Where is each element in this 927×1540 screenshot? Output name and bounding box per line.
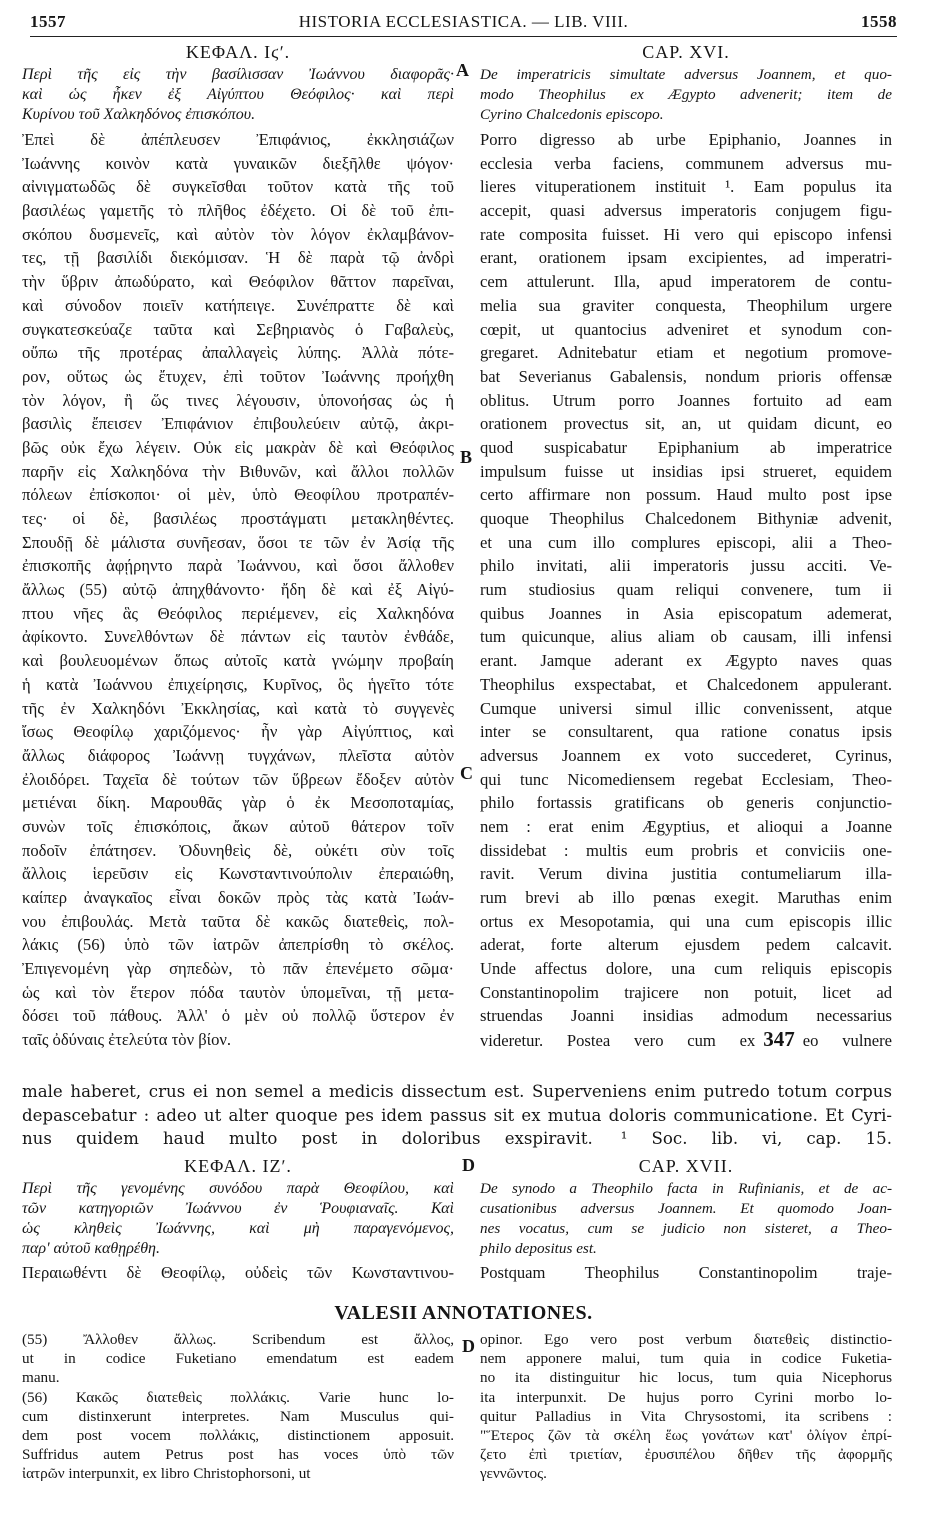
latin-text-line: nem : erat enim Ægyptius, et alioqui a Joanne <box>480 816 892 836</box>
annotation-line: manu. <box>22 1369 60 1387</box>
greek17-title-line: τῶν κατηγοριῶν Ἰωάννου ἐν Ῥουφιαναῖς. Καὶ <box>22 1200 454 1217</box>
greek-text-line: συνὼν τοῖς ἐπισκόποις, ἄκων αὐτοῦ θάτερον τοῖν <box>22 816 454 836</box>
latin-text-line: erant, orationem ipsam excipientes, ad imperatri- <box>480 248 892 268</box>
latin-text-line: quod suspicabatur Epiphanium ab imperatrice <box>480 437 892 457</box>
latin-text-line: accepit, quasi adversus imperatoris conjugem figu- <box>480 201 892 221</box>
latin-text-fragment: videretur. Postea vero cum ex <box>480 1031 756 1051</box>
section-marker-a: A <box>456 60 469 80</box>
annotation-line: (56) Κακῶς διατεθεὶς πολλάκις. Varie hunc lo- <box>22 1388 454 1406</box>
latin-text-last-line <box>480 1028 892 1052</box>
latin-column-ch17 <box>480 1156 892 1285</box>
latin-text-line: cœpit, ut quantocius adveniret et synodum con- <box>480 319 892 339</box>
greek-column-ch16 <box>22 42 454 1052</box>
greek-text-line: ἐπισκοπῆς ἀφῄρηντο παρὰ Ἰωάννου, καὶ ὅσοι ἄλλοθεν <box>22 556 454 576</box>
greek-text-line: οὔπω τῆς προτέρας ἀπαλλαγεὶς λύπης. Ἀλλὰ πότε- <box>22 343 454 363</box>
greek-text-line: ἀφίκοντο. Συνελθόντων δὲ πάντων εἰς ταυτὸν ἐνθάδε, <box>22 627 454 647</box>
latin-text-line: tum quicunque, alius aliam ob causam, illi infensi <box>480 627 892 647</box>
latin-chapter17-title <box>480 1180 892 1257</box>
annotations-left-column <box>22 1330 454 1484</box>
annotations-heading: VALESII ANNOTATIONES. <box>334 1302 593 1324</box>
annotation-line: ἰατρῶν interpunxit, ex libro Christophorsoni, ut <box>22 1465 311 1483</box>
greek-text-line: συγκατεσκεύαζε ταῦτα καὶ Σεβηριανὸς ὁ Γαβαλεὺς, <box>22 319 454 339</box>
latin-text-line: dissidebat : multis eum probris et conviciis one- <box>480 840 892 860</box>
greek-text-line: τὴν ὕβριν ἀπωδύρατο, καὶ Θεόφιλον θᾶττον παρεῖναι, <box>22 272 454 292</box>
annotation-line: dem post vocem πολλάκις, distinctionem apposuit. <box>22 1426 454 1444</box>
greek-title-line: Περὶ τῆς εἰς τὴν βασίλισσαν Ἰωάννου διαφορᾶς· <box>22 66 454 83</box>
latin-text-line: Constantinopolim trajicere non potuit, licet ad <box>480 982 892 1002</box>
spanning-line: depascebatur : adeo ut alter quoque pes idem passus sit ex mutua doloris communicatione. Et Cyri- <box>22 1105 892 1125</box>
greek-text-line: βασιλὶς ἔπεισεν Ἐπιφάνιον ἐπιβουλεύειν αὐτῷ, ἀκρι- <box>22 414 454 434</box>
greek-text-line: καὶ σύνοδον ποιεῖν κατήπειγε. Συνέπραττε δὲ καὶ <box>22 295 454 315</box>
latin17-title-line: cusationibus adversus Joannem. Et quomodo Joan- <box>480 1200 892 1217</box>
latin-text-line: philo invitati, alii imperatoris jussu acciti. Ve- <box>480 556 892 576</box>
section-marker-d: D <box>462 1155 475 1175</box>
latin-title-line: modo Theophilus ex Ægypto advenerit; item de <box>480 86 892 103</box>
latin-text-line: gregaret. Adnitebatur etiam et negotium promove- <box>480 343 892 363</box>
latin-text-line: Unde affectus dolore, una cum reliquis episcopis <box>480 959 892 979</box>
greek-text-line: μετιέναι δίκη. Μαρουθᾶς γὰρ ὁ ἐκ Μεσοποταμίας, <box>22 793 454 813</box>
greek-text-line: πόλεων ἐπίσκοποι· οἱ μὲν, ὑπὸ Θεοφίλου προτραπέν- <box>22 485 454 505</box>
greek-text-line: ταῖς ὀδύναις ἐτελεύτα τὸν βίον. <box>22 1030 232 1050</box>
latin-title-line: Cyrino Chalcedonis episcopo. <box>480 106 664 123</box>
latin-text-line: Cumque universi simul illic convenissent, atque <box>480 698 892 718</box>
annotation-line: opinor. Ego vero post verbum διατεθεὶς distinctio- <box>480 1331 892 1348</box>
greek-text-line: ἴσως Θεοφίλῳ χαριζόμενος· ἦν γὰρ Αἰγύπτιος, καὶ <box>22 722 454 742</box>
latin-text-line: rum studiosius quam reliqui convenere, tum ii <box>480 580 892 600</box>
latin17-title-line: nes vocatus, cum se judicio non sisteret, a Theo- <box>480 1220 892 1237</box>
left-page-number: 1557 <box>30 12 66 31</box>
latin-text-line: rate composita fuisset. Hi vero qui episcopo infensi <box>480 224 892 244</box>
latin-text-body <box>480 128 892 1052</box>
greek-chapter-heading: ΚΕΦΑΛ. Ιϛʹ. <box>185 42 291 62</box>
greek-text-line: ἡ κατὰ Ἰωάννου ἐπιχείρησις, Κυρῖνος, ὃς ἡγεῖτο τότε <box>22 674 454 694</box>
greek17-title-line: ὡς κληθεὶς Ἰωάννης, καὶ μὴ παραγενόμενος, <box>22 1220 454 1237</box>
latin-text-line: adversus Joannem ex voto succederet, Cyrinus, <box>480 745 892 765</box>
greek-title-line: καὶ ὡς ἦκεν ἐξ Αἰγύπτου Θεόφιλος· καὶ περὶ <box>22 86 454 103</box>
greek17-title-line: Περὶ τῆς γενομένης συνόδου παρὰ Θεοφίλου, καὶ <box>22 1180 454 1197</box>
running-head <box>30 8 897 37</box>
spanning-line: male haberet, crus ei non semel a medicis dissectum est. Superveniens enim putredo totum corpus <box>22 1082 892 1101</box>
latin-text-line: struendas Joanni insidias admodum necessarius <box>480 1006 892 1026</box>
greek-text-line: πτου νῆες ἃς Θεόφιλος περιέμενεν, εἰς Χαλκηδόνα <box>22 603 454 623</box>
latin-text-line: Porro digresso ab urbe Epiphanio, Joannes in <box>480 130 892 149</box>
greek-text-line: ἐλοιδόρει. Ταχεῖα δὲ τούτων τῶν ὕβρεων ἔδοξεν αὐτὸν <box>22 769 454 789</box>
section-marker-d-notes: D <box>462 1336 475 1356</box>
annotation-line: ζετο ἐπὶ τριετίαν, ἐρυσιπέλου δῆθεν τῆς ἀφορμῆς <box>480 1446 892 1464</box>
greek-column-ch17 <box>22 1156 454 1285</box>
latin-text-line: et una cum illo complures episcopi, alii a Theo- <box>480 532 892 552</box>
latin-text-line: ecclesia verba faciens, communem adversus mu- <box>480 153 892 173</box>
footnote: ¹ Soc. lib. vi, cap. 15. <box>620 1129 892 1149</box>
latin-text-line: impulsum fuisse ut insidias ipsi strueret, equidem <box>480 461 892 481</box>
greek-text-line: παρῆν εἰς Χαλκηδόνα τὴν Βιθυνῶν, καὶ ἄλλοι πολλῶν <box>22 461 454 481</box>
greek-text-line: αἰνιγματωδῶς δὲ συγκεῖσθαι τοῦτον κατὰ τῆς τοῦ <box>22 177 454 197</box>
latin17-first-line: Postquam Theophilus Constantinopolim traje- <box>480 1263 892 1282</box>
greek-text-line: βασιλέως γαμετῆς τὸ πλῆθος ἐδέχετο. Οἱ δὲ τοῦ ἐπι- <box>22 201 454 221</box>
spanning-last-line <box>22 1127 892 1151</box>
annotation-line: γεννῶντος. <box>480 1465 547 1483</box>
greek-chapter17-heading: ΚΕΦΑΛ. ΙΖʹ. <box>184 1156 292 1176</box>
latin-text-line: lieres vituperationem instituit ¹. Eam populus ita <box>480 177 892 197</box>
greek-text-line: τες· οἱ δὲ, βασιλέως προστάγματι μετακληθέντες. <box>22 509 454 528</box>
greek-text-line: ἄλλοις ἱερεῦσιν εἰς Κωνσταντινούπολιν ἐπεραιώθη, <box>22 864 454 884</box>
latin17-title-line: philo depositus est. <box>480 1240 597 1257</box>
greek-text-line: δόσει τοῦ πάθους. Ἀλλ' ὁ μὲν οὐ πολλῷ ὕστερον ἐν <box>22 1006 454 1026</box>
greek-text-line: ὡς καὶ τὸν ἕτερον πόδα ταυτὸν ὑπομεῖναι, τῇ μετα- <box>22 982 454 1002</box>
greek-text-line: Ἐπεὶ δὲ ἀπέπλευσεν Ἐπιφάνιος, ἐκκλησιάζων <box>22 130 454 149</box>
latin-text-line: quoque Theophilus Chalcedonem Bithyniæ advenit, <box>480 509 892 528</box>
annotation-line: ut in codice Fuketiano emendatum est eadem <box>22 1350 454 1368</box>
section-marker-c: C <box>460 763 473 783</box>
inline-page-number: 347 <box>763 1027 795 1052</box>
greek-text-line: ρον, οὕτως ὡς ἔτυχεν, ἐπὶ τοῦτον Ἰωάννης προήχθη <box>22 366 454 386</box>
greek-text-line: βῶς οὐκ ἔχω λέγειν. Οὐκ εἰς μακρὰν δὲ καὶ Θεόφιλος <box>22 437 454 457</box>
greek-text-line: τὸν λόγον, ἢ ὥς τινες λέγουσιν, ὑπονοήσας ὡς ἡ <box>22 390 454 410</box>
greek-text-line: ἄλλως διάφορος Ἰωάννῃ τυγχάνων, πλεῖστα αὐτὸν <box>22 745 454 765</box>
latin-text-line: Theophilus exspectabat, et Chalcedonem appulerant. <box>480 674 892 694</box>
greek-text-line: τες, τῇ βασιλίδι διεκόμισαν. Ἡ δὲ παρὰ τῷ ἀνδρὶ <box>22 248 454 268</box>
greek-text-line: νου ἐπιβουλάς. Μετὰ ταῦτα δὲ κακῶς διατεθεὶς, πολ- <box>22 911 454 931</box>
annotation-line: nem apponere malui, tum quia in codice Fuketia- <box>480 1350 892 1368</box>
latin-text-line: inter se consultarent, qua ratione conatus ipsis <box>480 722 892 742</box>
latin-text-line: oblitus. Utrum porro Joannes fortuito ad eam <box>480 390 892 410</box>
annotation-line: cum distinxerunt interpretes. Nam Musculus qui- <box>22 1407 454 1425</box>
greek-text-line: σκόπου δυσμενεῖς, καὶ αὐτὸν τὸν λόγον ἐκλαμβάνον- <box>22 224 454 244</box>
greek-chapter17-title <box>22 1180 454 1257</box>
latin-text-line: quibus Joannes in Asia episcopatum ademerat, <box>480 603 892 623</box>
greek17-first-line: Περαιωθέντι δὲ Θεοφίλῳ, οὐδεὶς τῶν Κωνσταντινου- <box>22 1263 454 1282</box>
greek-text-line: λάκις (56) ὑπὸ τῶν ἰατρῶν ἀπεπρίσθη τὸ σκέλος. <box>22 935 454 955</box>
latin-text-line: ravit. Verum divina justitia contumeliarum illa- <box>480 864 892 884</box>
spanning-text <box>22 1080 892 1151</box>
latin-title-line: De imperatricis simultate adversus Joannem, et quo- <box>480 66 892 83</box>
greek-chapter-title <box>22 66 454 123</box>
latin-text-line: philo fortassis gratificans ob generis conjunctio- <box>480 793 892 813</box>
greek-text-line: τῆς ἐν Χαλκηδόνι Ἐκκλησίας, καὶ κατὰ τὸ συγγενὲς <box>22 698 454 718</box>
latin-column-ch16 <box>480 42 892 1052</box>
greek-text-body <box>22 128 454 1052</box>
right-page-number: 1558 <box>861 12 897 31</box>
latin-chapter-title <box>480 66 892 123</box>
greek-text-line: ποδοῖν ἐπάτησεν. Ὀδυνηθεὶς δὲ, οὐκέτι σὺν τοῖς <box>22 840 454 860</box>
annotation-line: quitur Palladius in Vita Chrysostomi, ita scribens : <box>480 1407 892 1425</box>
latin-chapter-heading: CAP. XVI. <box>642 42 730 62</box>
annotation-line: ita interpunxit. De hujus porro Cyrini morbo lo- <box>480 1388 892 1406</box>
annotation-line: no ita distinguitur hic locus, tum quia Nicephorus <box>480 1369 892 1387</box>
latin-text-line: orationem provectus sit, an, ut quidam dicunt, eo <box>480 414 892 434</box>
latin-text-line: certo affirmare non possum. Haud multo post ipse <box>480 485 892 505</box>
annotation-line: (55) Ἄλλοθεν ἄλλως. Scribendum est ἄλλος, <box>22 1331 454 1348</box>
latin-text-line: bat Severianus Gabalensis, nondum prioris offensæ <box>480 366 892 386</box>
annotation-line: "Ἕτερος ζῶν τὰ σκέλη ἕως γονάτων κατ' ὀλίγον ἐπρί- <box>480 1426 892 1444</box>
latin-text-line: qui tunc Nicomediensem regebat Ecclesiam, Theo- <box>480 769 892 789</box>
section-marker-b: B <box>460 447 473 467</box>
latin17-title-line: De synodo a Theophilo facta in Rufinianis, et de ac- <box>480 1180 892 1197</box>
greek-text-line: Ἐπιγενομένη γὰρ σηπεδὼν, τὸ πᾶν ἐπενέμετο σῶμα· <box>22 959 454 979</box>
annotations-right-column <box>480 1330 892 1484</box>
greek-text-line: Ἰωάννης κοινὸν κατὰ γυναικῶν διεξῆλθε ψόγον· <box>22 153 454 173</box>
latin-text-line: aderat, forte alterum ejusdem pedem calcavit. <box>480 935 892 955</box>
greek17-title-line: παρ' αὐτοῦ καθῃρέθη. <box>22 1240 160 1257</box>
spanning-last-text: nus quidem haud multo post in doloribus exspiravit. <box>22 1129 593 1149</box>
greek-text-line: ἄλλως (55) αὐτῷ ἀπηχθάνοντο· ἤδη δὲ καὶ ἐξ Αἰγύ- <box>22 580 454 600</box>
greek-text-line: καὶ βουλευομένων ὅπως αὐτοῖς κατὰ γνώμην προβαίη <box>22 651 454 671</box>
greek-title-line: Κυρίνου τοῦ Χαλκηδόνος ἐπισκόπου. <box>22 106 256 123</box>
running-title: HISTORIA ECCLESIASTICA. — LIB. VIII. <box>298 12 629 31</box>
greek-text-line: καίπερ ἀναγκαῖος εἶναι δοκῶν πρὸς τὰς κατὰ Ἰωάν- <box>22 888 454 907</box>
latin-text-line: cem attulerunt. Illa, apud imperatorem de contu- <box>480 272 892 292</box>
latin-text-line: rum brevi ab illo pœnas exegit. Maruthas enim <box>480 888 892 907</box>
latin-text-line: ortus ex Mesopotamia, qui una cum episcopis illic <box>480 911 892 931</box>
latin-chapter17-heading: CAP. XVII. <box>638 1156 734 1176</box>
greek-text-line: Σπουδῇ δὲ μάλιστα συνῆεσαν, ὅσοι τε τῶν ἐν Ἀσίᾳ τῆς <box>22 532 454 552</box>
latin-text-line: erant. Jamque aderant ex Ægypto naves quas <box>480 651 892 671</box>
annotation-line: Suffridus autem Petrus post has voces ὑπὸ τῶν <box>22 1446 454 1464</box>
latin-text-line: melia sua graviter conquesta, Theophilum urgere <box>480 295 892 315</box>
latin-text-fragment: eo vulnere <box>802 1031 892 1051</box>
